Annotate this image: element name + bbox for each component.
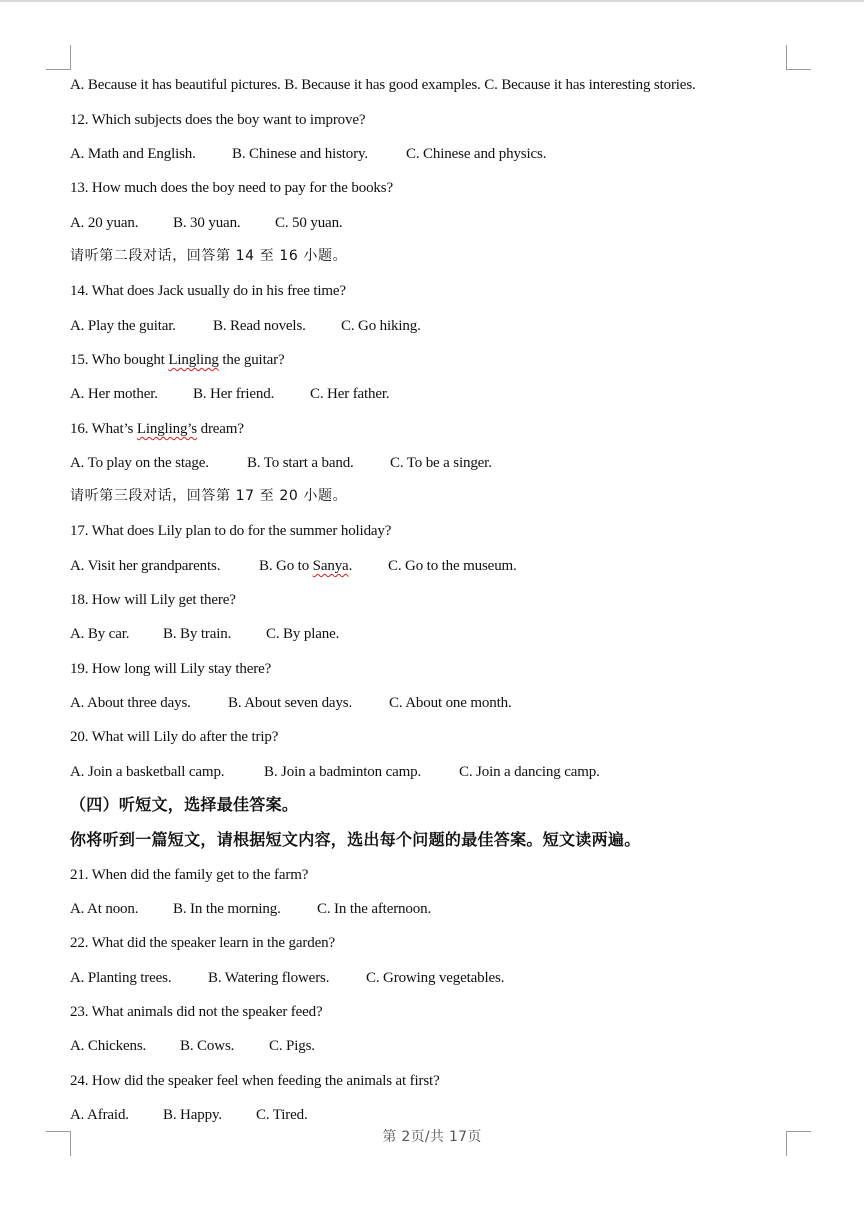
q16-option-b: B. To start a band. bbox=[247, 455, 354, 471]
q12-option-a: A. Math and English. bbox=[70, 146, 196, 162]
q22-options bbox=[70, 968, 504, 988]
q11-option-a: A. Because it has beautiful pictures. bbox=[70, 77, 281, 93]
q15-option-a: A. Her mother. bbox=[70, 386, 158, 402]
q19-option-c: C. About one month. bbox=[389, 695, 512, 711]
q15-stem-suffix: the guitar? bbox=[218, 352, 285, 368]
q24-options bbox=[70, 1105, 308, 1125]
q18-option-c: C. By plane. bbox=[266, 626, 340, 642]
q24-option-b: B. Happy. bbox=[163, 1107, 222, 1123]
q17-option-a: A. Visit her grandparents. bbox=[70, 558, 221, 574]
q16-options bbox=[70, 453, 492, 473]
q11-option-b: B. Because it has good examples. bbox=[284, 77, 481, 93]
q12-stem: 12. Which subjects does the boy want to improve? bbox=[70, 112, 366, 128]
q15-stem-prefix: 15. Who bought bbox=[70, 352, 169, 368]
crop-mark-top-right bbox=[786, 45, 811, 70]
q14-stem: 14. What does Jack usually do in his free time? bbox=[70, 283, 346, 299]
q14-option-a: A. Play the guitar. bbox=[70, 318, 176, 334]
q21-option-c: C. In the afternoon. bbox=[317, 901, 432, 917]
crop-mark-top-left bbox=[46, 45, 71, 70]
q22-option-a: A. Planting trees. bbox=[70, 970, 172, 986]
q17-option-b-prefix: B. Go to bbox=[259, 558, 313, 574]
q20-stem: 20. What will Lily do after the trip? bbox=[70, 729, 279, 745]
q21-options bbox=[70, 899, 431, 919]
q23-option-a: A. Chickens. bbox=[70, 1038, 147, 1054]
q23-option-c: C. Pigs. bbox=[269, 1038, 315, 1054]
q23-options bbox=[70, 1036, 315, 1056]
page-number-footer: 第 2页/共 17页 bbox=[382, 1129, 482, 1145]
q12-options bbox=[70, 144, 546, 164]
q23-stem: 23. What animals did not the speaker feed? bbox=[70, 1004, 323, 1020]
q21-option-a: A. At noon. bbox=[70, 901, 139, 917]
q11-options bbox=[70, 75, 696, 95]
q20-option-a: A. Join a basketball camp. bbox=[70, 764, 225, 780]
q13-stem: 13. How much does the boy need to pay for the books? bbox=[70, 180, 393, 196]
q16-stem-name: Lingling’s bbox=[136, 421, 197, 437]
q14-option-c: C. Go hiking. bbox=[341, 318, 421, 334]
q17-option-b-suffix: . bbox=[348, 558, 353, 574]
q23-option-b: B. Cows. bbox=[180, 1038, 235, 1054]
q18-stem: 18. How will Lily get there? bbox=[70, 592, 236, 608]
part4-instruction: 你将听到一篇短文，请根据短文内容，选出每个问题的最佳答案。短文读两遍。 bbox=[70, 830, 641, 849]
q19-option-a: A. About three days. bbox=[70, 695, 191, 711]
part4-heading: （四）听短文，选择最佳答案。 bbox=[70, 795, 299, 814]
q17-option-c: C. Go to the museum. bbox=[388, 558, 517, 574]
q24-stem: 24. How did the speaker feel when feeding the animals at first? bbox=[70, 1073, 440, 1089]
q14-options bbox=[70, 316, 421, 336]
q24-option-c: C. Tired. bbox=[256, 1107, 308, 1123]
q16-option-a: A. To play on the stage. bbox=[70, 455, 209, 471]
q20-options bbox=[70, 762, 600, 782]
q15-stem bbox=[70, 350, 284, 370]
q12-option-c: C. Chinese and physics. bbox=[406, 146, 547, 162]
q15-option-c: C. Her father. bbox=[310, 386, 390, 402]
section-3-instruction: 请听第三段对话，回答第 17 至 20 小题。 bbox=[70, 488, 348, 504]
q19-options bbox=[70, 693, 512, 713]
q18-option-b: B. By train. bbox=[163, 626, 232, 642]
q21-option-b: B. In the morning. bbox=[173, 901, 281, 917]
q11-option-c: C. Because it has interesting stories. bbox=[484, 77, 696, 93]
q17-option-b-name: Sanya bbox=[312, 558, 349, 574]
section-2-instruction: 请听第二段对话，回答第 14 至 16 小题。 bbox=[70, 248, 348, 264]
q22-option-c: C. Growing vegetables. bbox=[366, 970, 505, 986]
q13-option-b: B. 30 yuan. bbox=[173, 215, 241, 231]
q17-option-b bbox=[259, 556, 388, 576]
q15-stem-name: Lingling bbox=[168, 352, 219, 368]
q22-option-b: B. Watering flowers. bbox=[208, 970, 330, 986]
q18-options bbox=[70, 624, 339, 644]
q14-option-b: B. Read novels. bbox=[213, 318, 306, 334]
q16-stem-prefix: 16. What’s bbox=[70, 421, 137, 437]
q15-options bbox=[70, 384, 390, 404]
q13-option-c: C. 50 yuan. bbox=[275, 215, 343, 231]
q19-option-b: B. About seven days. bbox=[228, 695, 353, 711]
q16-option-c: C. To be a singer. bbox=[390, 455, 492, 471]
q15-option-b: B. Her friend. bbox=[193, 386, 275, 402]
q13-option-a: A. 20 yuan. bbox=[70, 215, 139, 231]
q17-options bbox=[70, 556, 517, 576]
q16-stem bbox=[70, 419, 244, 439]
q19-stem: 19. How long will Lily stay there? bbox=[70, 661, 272, 677]
q20-option-b: B. Join a badminton camp. bbox=[264, 764, 422, 780]
q22-stem: 22. What did the speaker learn in the garden? bbox=[70, 935, 335, 951]
q17-stem: 17. What does Lily plan to do for the summer holiday? bbox=[70, 523, 392, 539]
q21-stem: 21. When did the family get to the farm? bbox=[70, 867, 309, 883]
q13-options bbox=[70, 213, 343, 233]
q20-option-c: C. Join a dancing camp. bbox=[459, 764, 600, 780]
q16-stem-suffix: dream? bbox=[197, 421, 244, 437]
q12-option-b: B. Chinese and history. bbox=[232, 146, 368, 162]
page-top-edge bbox=[0, 0, 864, 2]
q24-option-a: A. Afraid. bbox=[70, 1107, 129, 1123]
q18-option-a: A. By car. bbox=[70, 626, 130, 642]
